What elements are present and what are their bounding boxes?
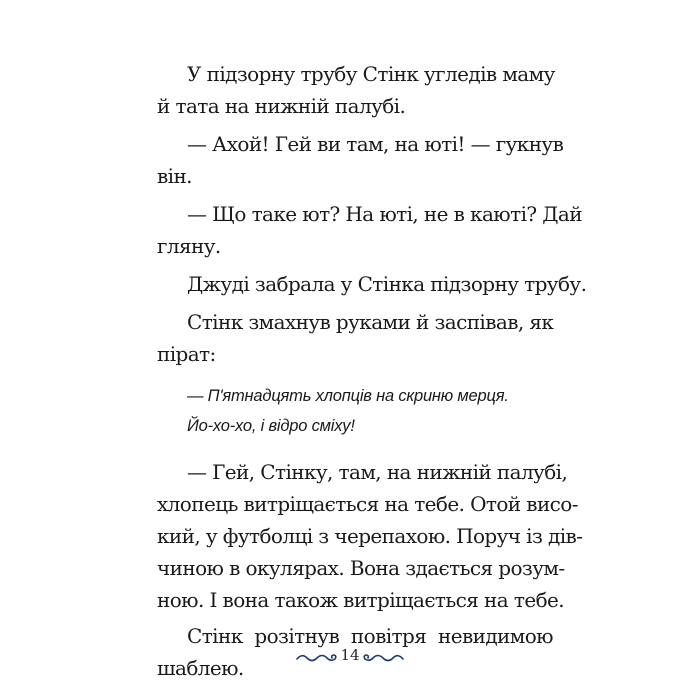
verse-line: Йо-хо-хо, і відро сміху! xyxy=(187,417,355,435)
text-line: й тата на нижній палубі. xyxy=(157,94,406,118)
verse-line: — П'ятнадцять хлопців на скриню мерця. xyxy=(187,387,509,405)
text-line: Джуді забрала у Стінка підзорну трубу. xyxy=(187,272,587,296)
text-line: кий, у футболці з черепахою. Поруч із дів- xyxy=(157,524,583,548)
text-line: чиною в окулярах. Вона здається розум- xyxy=(157,556,565,580)
text-line: — Ахой! Гей ви там, на юті! — гукнув xyxy=(187,132,564,156)
text-line: шаблею. xyxy=(157,656,244,680)
text-line: У підзорну трубу Стінк угледів маму xyxy=(187,62,555,86)
text-line: ною. І вона також витріщається на тебе. xyxy=(157,588,565,612)
text-line: хлопець витріщається на тебе. Отой висо- xyxy=(157,492,578,516)
text-line: він. xyxy=(157,164,192,188)
page-footer xyxy=(290,640,410,670)
text-line: — Гей, Стінку, там, на нижній палубі, xyxy=(187,460,568,484)
page-number: 14 xyxy=(340,646,360,664)
text-line: Стінк розітнув повітря невидимою xyxy=(187,624,553,648)
text-line: гляну. xyxy=(157,234,221,258)
wave-ornament-right-icon xyxy=(362,650,404,666)
text-line: Стінк змахнув руками й заспівав, як xyxy=(187,310,554,334)
text-line: пірат: xyxy=(157,342,216,366)
text-line: — Що таке ют? На юті, не в каюті? Дай xyxy=(187,202,582,226)
